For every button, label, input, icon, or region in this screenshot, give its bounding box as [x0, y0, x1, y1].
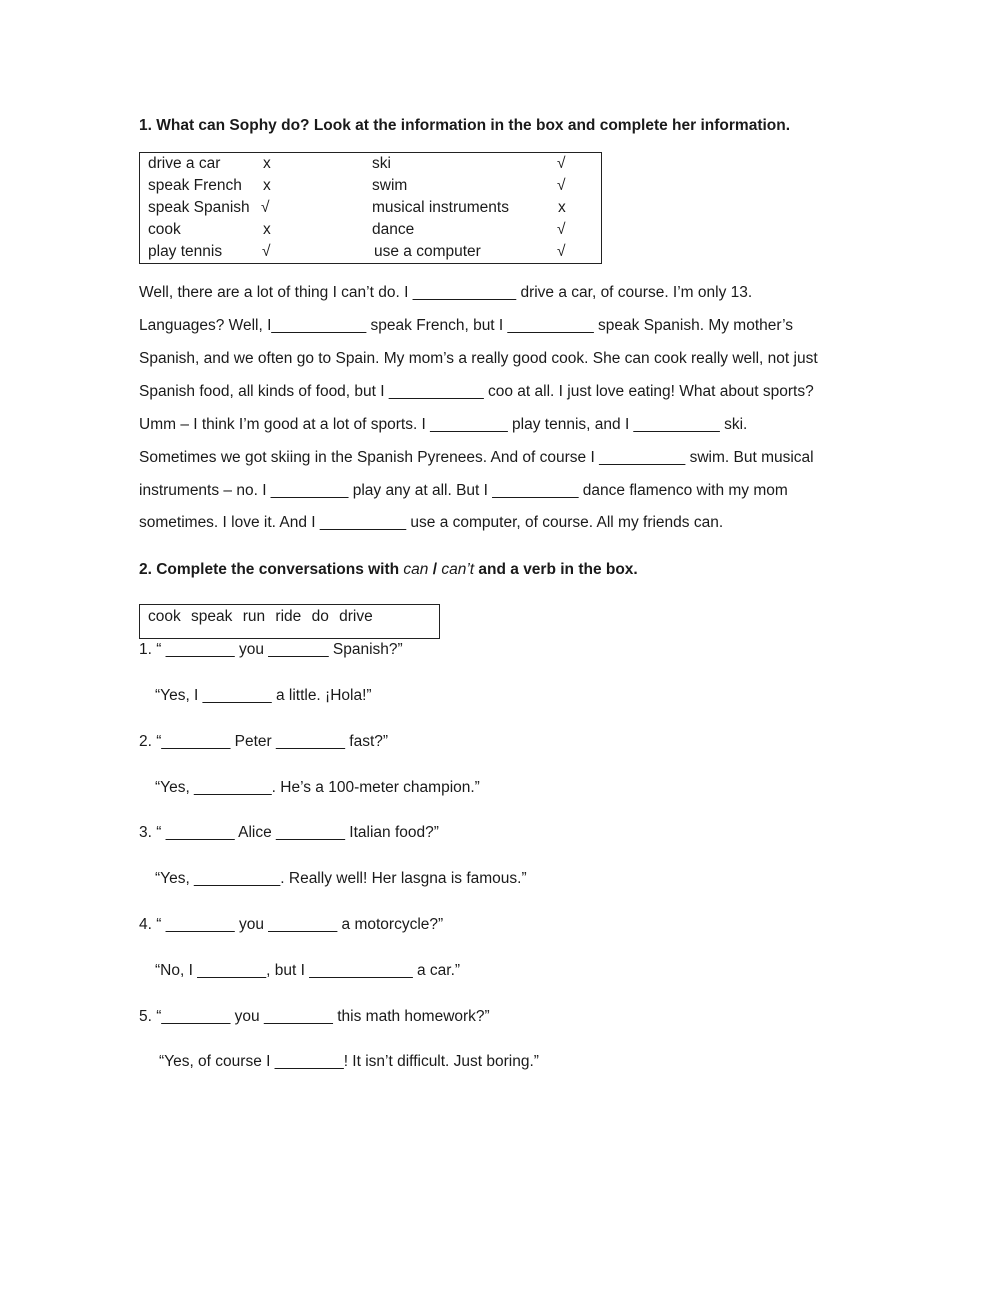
- verbs-box: [139, 604, 440, 639]
- ability-item: musical instruments: [372, 199, 509, 216]
- paragraph-line: Sometimes we got skiing in the Spanish Pyrenees. And of course I __________ swim. But musical: [139, 449, 814, 466]
- ability-mark: x: [558, 199, 566, 216]
- paragraph-line: Spanish food, all kinds of food, but I ___________ coo at all. I just love eating! What about sports?: [139, 383, 814, 400]
- conversation-question: 3. “ ________ Alice ________ Italian food?”: [139, 824, 439, 841]
- conversation-question: 1. “ ________ you _______ Spanish?”: [139, 641, 403, 658]
- conversation-answer: “Yes, __________. Really well! Her lasgna is famous.”: [155, 870, 527, 887]
- paragraph-line: Well, there are a lot of thing I can’t do. I ____________ drive a car, of course. I’m only 13.: [139, 284, 753, 301]
- section-1-heading: 1. What can Sophy do? Look at the information in the box and complete her information.: [139, 117, 791, 134]
- ability-mark: √: [557, 155, 566, 172]
- heading-can: can: [403, 561, 429, 578]
- paragraph-line: Umm – I think I’m good at a lot of sports. I _________ play tennis, and I __________ ski.: [139, 416, 748, 433]
- heading-text-end: and a verb in the box.: [474, 561, 638, 578]
- ability-item: cook: [148, 221, 181, 238]
- ability-mark: x: [263, 221, 271, 238]
- heading-cant: can’t: [441, 561, 475, 578]
- ability-mark: √: [557, 243, 566, 260]
- paragraph-line: sometimes. I love it. And I __________ use a computer, of course. All my friends can.: [139, 514, 724, 531]
- paragraph-line: instruments – no. I _________ play any at all. But I __________ dance flamenco with my mom: [139, 482, 788, 499]
- conversation-answer: “Yes, of course I ________! It isn’t difficult. Just boring.”: [159, 1053, 539, 1070]
- ability-mark: √: [557, 221, 566, 238]
- ability-mark: √: [557, 177, 566, 194]
- conversation-answer: “No, I ________, but I ____________ a car.”: [155, 962, 461, 979]
- ability-mark: x: [263, 177, 271, 194]
- heading-slash: /: [428, 561, 442, 578]
- conversation-question: 5. “________ you ________ this math homework?”: [139, 1008, 490, 1025]
- heading-text: 2. Complete the conversations with: [139, 561, 404, 578]
- conversation-answer: “Yes, _________. He’s a 100-meter champion.”: [155, 779, 480, 796]
- ability-item: use a computer: [374, 243, 481, 260]
- section-2-heading: [139, 561, 638, 579]
- paragraph-line: Languages? Well, I___________ speak French, but I __________ speak Spanish. My mother’s: [139, 317, 794, 334]
- ability-item: swim: [372, 177, 408, 194]
- conversation-question: 4. “ ________ you ________ a motorcycle?”: [139, 916, 444, 933]
- conversation-question: 2. “________ Peter ________ fast?”: [139, 733, 389, 750]
- ability-item: dance: [372, 221, 415, 238]
- ability-mark: √: [262, 243, 271, 260]
- abilities-box: [139, 152, 602, 264]
- ability-item: drive a car: [148, 155, 221, 172]
- ability-item: speak Spanish: [148, 199, 250, 216]
- ability-mark: x: [263, 155, 271, 172]
- ability-item: ski: [372, 155, 391, 172]
- ability-item: speak French: [148, 177, 242, 194]
- conversation-answer: “Yes, I ________ a little. ¡Hola!”: [155, 687, 372, 704]
- ability-item: play tennis: [148, 243, 223, 260]
- ability-mark: √: [261, 199, 270, 216]
- paragraph-line: Spanish, and we often go to Spain. My mom’s a really good cook. She can cook really well, not just: [139, 350, 818, 367]
- verbs-list: cook speak run ride do drive: [148, 608, 373, 625]
